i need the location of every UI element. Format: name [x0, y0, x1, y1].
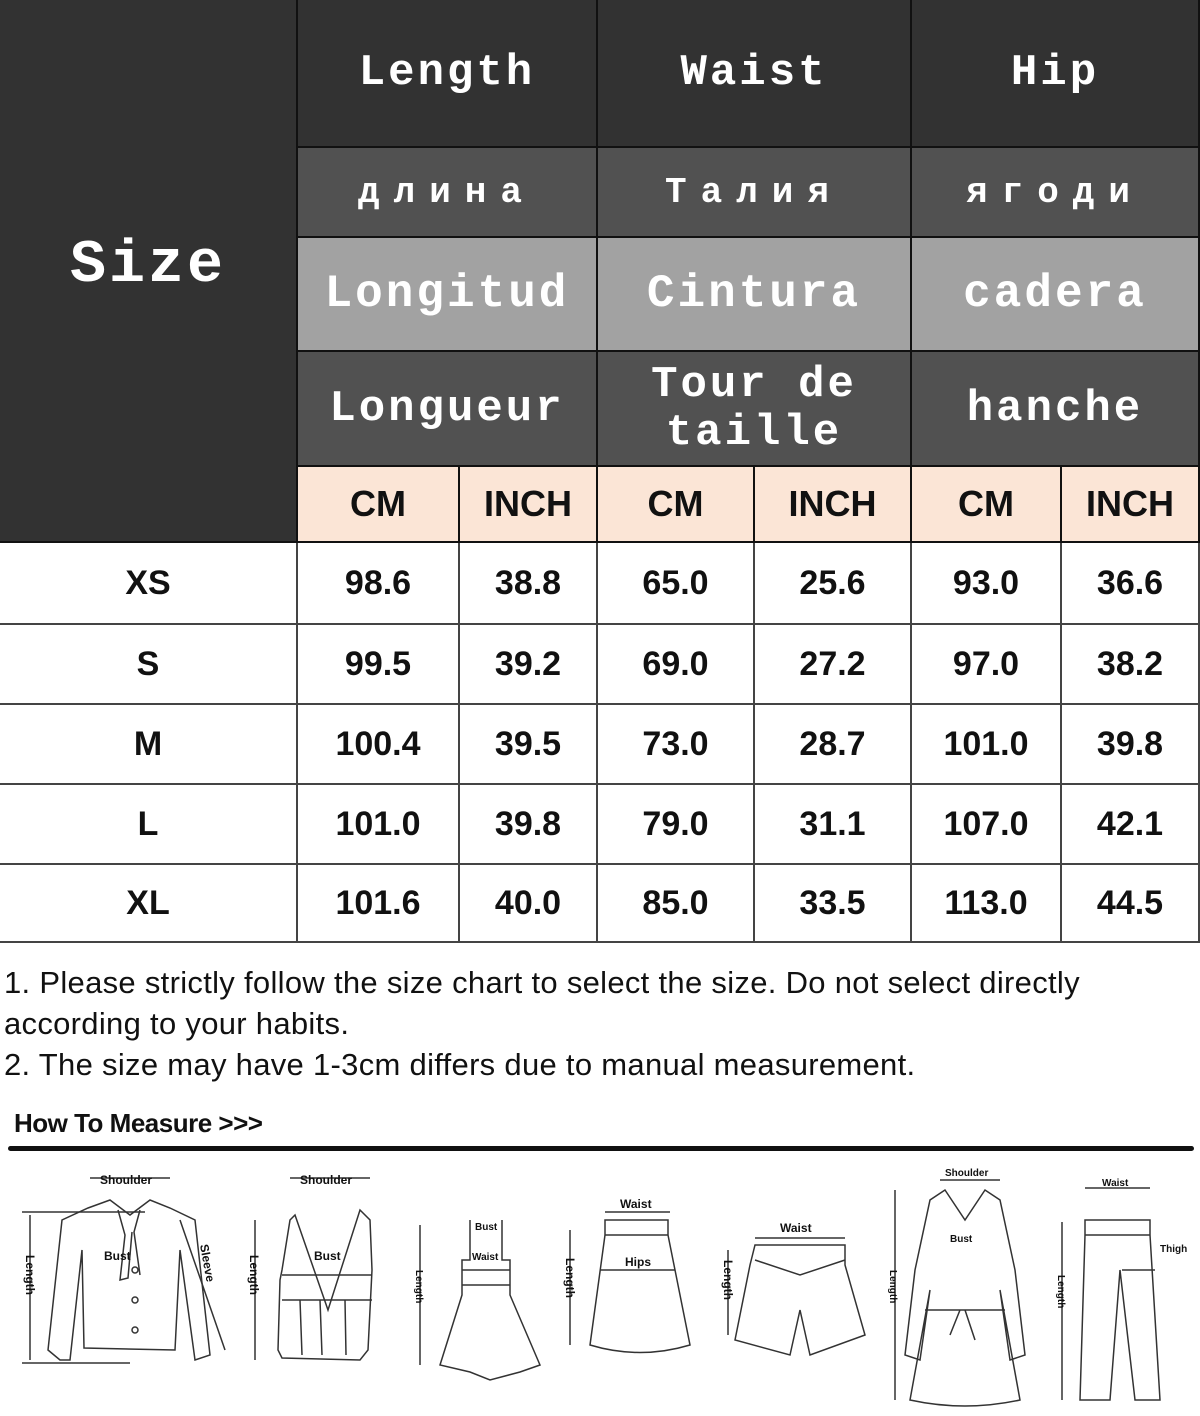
size-cell: M — [0, 705, 298, 785]
unit-header: INCH — [460, 467, 598, 543]
label-waist: Waist — [1102, 1178, 1129, 1189]
unit-header: CM — [298, 467, 460, 543]
note-1: 1. Please strictly follow the size chart to select the size. Do not select directly according to your habits. — [4, 965, 1080, 1041]
label-waist: Waist — [472, 1252, 499, 1263]
value-cell: 98.6 — [298, 543, 460, 625]
label-hips: Hips — [625, 1255, 652, 1269]
header-ru-1: Талия — [598, 148, 912, 238]
value-cell: 39.8 — [460, 785, 598, 865]
value-cell: 38.8 — [460, 543, 598, 625]
value-cell: 99.5 — [298, 625, 460, 705]
measurement-illustrations — [0, 1160, 1200, 1416]
value-cell: 36.6 — [1062, 543, 1200, 625]
header-en-2: Hip — [912, 0, 1200, 148]
header-en-1: Waist — [598, 0, 912, 148]
unit-header: INCH — [1062, 467, 1200, 543]
pants-illustration — [1055, 1178, 1187, 1400]
header-fr-0: Longueur — [298, 352, 598, 467]
size-cell: XS — [0, 543, 298, 625]
label-bust: Bust — [475, 1222, 498, 1233]
label-waist: Waist — [620, 1197, 652, 1211]
value-cell: 28.7 — [755, 705, 912, 785]
size-notes — [4, 962, 1194, 1085]
value-cell: 27.2 — [755, 625, 912, 705]
blouse-illustration — [22, 1173, 225, 1363]
value-cell: 69.0 — [598, 625, 755, 705]
value-cell: 39.5 — [460, 705, 598, 785]
value-cell: 33.5 — [755, 865, 912, 943]
label-length: Length — [23, 1255, 37, 1295]
header-en-0: Length — [298, 0, 598, 148]
value-cell: 100.4 — [298, 705, 460, 785]
value-cell: 39.8 — [1062, 705, 1200, 785]
label-length: Length — [413, 1270, 424, 1304]
size-cell: L — [0, 785, 298, 865]
header-ru-0: длина — [298, 148, 598, 238]
value-cell: 107.0 — [912, 785, 1062, 865]
unit-header: INCH — [755, 467, 912, 543]
tank-top-illustration — [247, 1173, 372, 1360]
size-cell: S — [0, 625, 298, 705]
value-cell: 101.0 — [298, 785, 460, 865]
value-cell: 113.0 — [912, 865, 1062, 943]
label-length: Length — [1055, 1275, 1066, 1309]
divider — [8, 1146, 1194, 1151]
label-waist: Waist — [780, 1221, 812, 1235]
value-cell: 40.0 — [460, 865, 598, 943]
unit-header: CM — [912, 467, 1062, 543]
value-cell: 73.0 — [598, 705, 755, 785]
value-cell: 42.1 — [1062, 785, 1200, 865]
value-cell: 79.0 — [598, 785, 755, 865]
size-header: Size — [0, 0, 298, 543]
label-bust: Bust — [950, 1234, 973, 1245]
coat-illustration — [887, 1168, 1025, 1406]
header-es-1: Cintura — [598, 238, 912, 352]
shorts-illustration — [721, 1221, 865, 1355]
label-thigh: Thigh — [1160, 1244, 1188, 1255]
header-ru-2: ягоди — [912, 148, 1200, 238]
value-cell: 85.0 — [598, 865, 755, 943]
note-2: 2. The size may have 1-3cm differs due to manual measurement. — [4, 1047, 916, 1082]
label-bust: Bust — [314, 1249, 341, 1263]
value-cell: 39.2 — [460, 625, 598, 705]
value-cell: 25.6 — [755, 543, 912, 625]
label-shoulder: Shoulder — [945, 1168, 989, 1179]
header-es-0: Longitud — [298, 238, 598, 352]
label-shoulder: Shoulder — [300, 1173, 353, 1187]
header-es-2: cadera — [912, 238, 1200, 352]
skirt-illustration — [563, 1197, 690, 1353]
value-cell: 93.0 — [912, 543, 1062, 625]
unit-header: CM — [598, 467, 755, 543]
label-length: Length — [887, 1270, 898, 1304]
label-length: Length — [563, 1258, 577, 1298]
value-cell: 97.0 — [912, 625, 1062, 705]
value-cell: 65.0 — [598, 543, 755, 625]
header-fr-2: hanche — [912, 352, 1200, 467]
label-length: Length — [247, 1255, 261, 1295]
value-cell: 31.1 — [755, 785, 912, 865]
label-bust: Bust — [104, 1249, 131, 1263]
value-cell: 101.6 — [298, 865, 460, 943]
value-cell: 44.5 — [1062, 865, 1200, 943]
size-cell: XL — [0, 865, 298, 943]
label-length: Length — [721, 1260, 735, 1300]
value-cell: 38.2 — [1062, 625, 1200, 705]
label-sleeve: Sleeve — [197, 1243, 218, 1283]
header-fr-1: Tour de taille — [598, 352, 912, 467]
value-cell: 101.0 — [912, 705, 1062, 785]
how-to-measure-title: How To Measure >>> — [14, 1108, 263, 1138]
dress-illustration — [413, 1220, 540, 1380]
label-shoulder: Shoulder — [100, 1173, 153, 1187]
